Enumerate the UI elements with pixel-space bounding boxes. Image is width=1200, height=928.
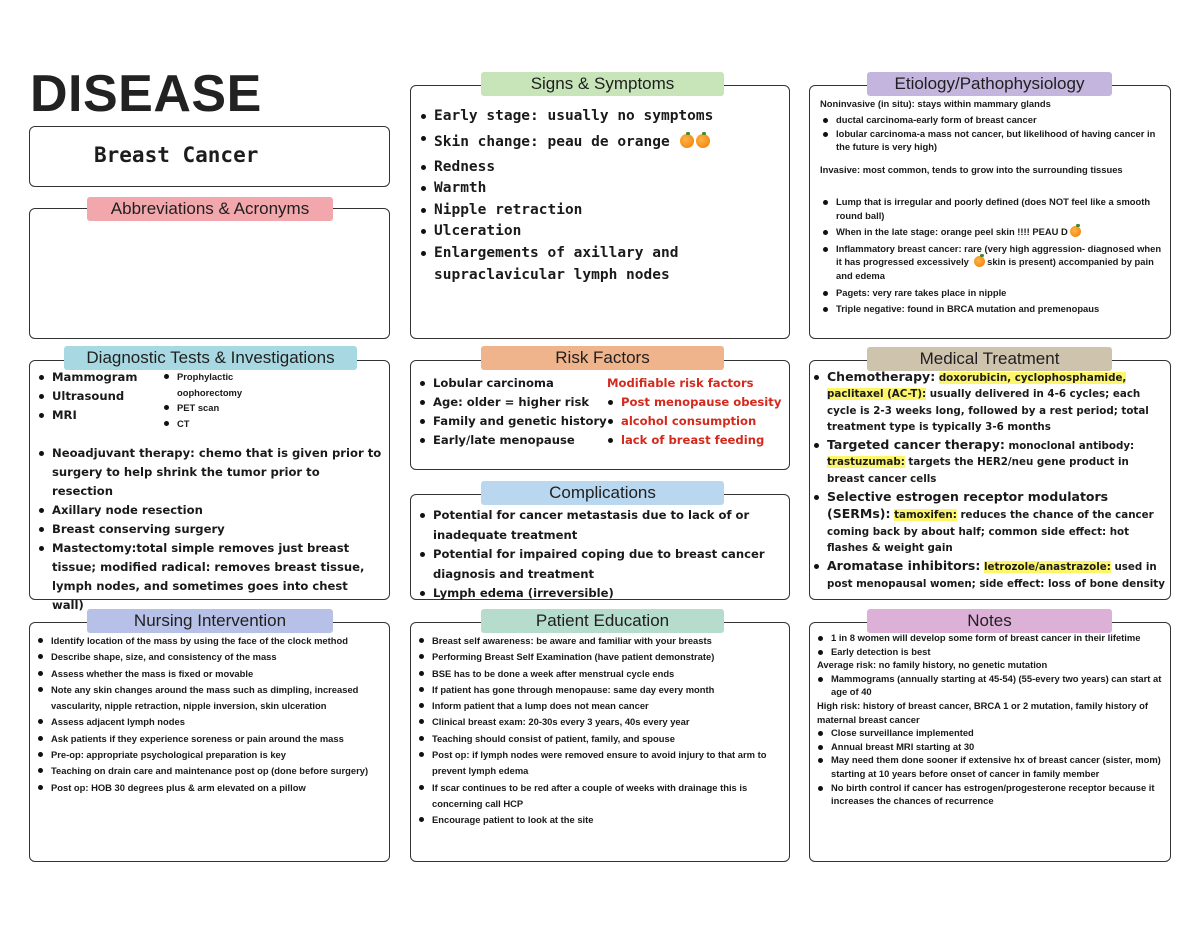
list-item: No birth control if cancer has estrogen/progesterone receptor because it increases the chances of recurrence [817,781,1167,808]
list-item: Skin change: peau de orange [420,128,782,157]
list-item: Post op: if lymph nodes were removed ensure to avoid injury to that arm to prevent lymph edema [418,747,783,780]
list-item: lack of breast feeding [607,431,787,450]
orange-icon [696,134,710,148]
list-item: Age: older = higher risk [419,393,609,412]
list-item: Identify location of the mass by using the face of the clock method [37,633,383,649]
list-item: Ulceration [420,221,782,243]
list-item: May need them done sooner if extensive hx of breast cancer (sister, mom) starting at 10 years before onset of cancer in family member [817,753,1167,780]
orange-icon [680,134,694,148]
notes-content [817,631,1167,808]
list-item: Ask patients if they experience soreness or pain around the mass [37,731,383,747]
list-item: Encourage patient to look at the site [418,812,783,828]
page-title: DISEASE [30,65,262,123]
list-item: lobular carcinoma-a mass not cancer, but likelihood of having cancer in the future is very high) [822,127,1162,154]
nursing-label: Nursing Intervention [87,609,333,633]
list-item: Describe shape, size, and consistency of the mass [37,649,383,665]
list-item: Enlargements of axillary and supraclavicular lymph nodes [420,243,782,286]
list-item: Assess whether the mass is fixed or movable [37,666,383,682]
notes-high-risk: High risk: history of breast cancer, BRCA 1 or 2 mutation, family history of maternal breast cancer [817,699,1148,725]
list-item: Pre-op: appropriate psychological preparation is key [37,747,383,763]
list-item: Triple negative: found in BRCA mutation and premenopaus [822,302,1162,316]
list-item: Breast self awareness: be aware and familiar with your breasts [418,633,783,649]
list-item: Lump that is irregular and poorly defined (does NOT feel like a smooth round ball) [822,195,1162,222]
list-item: PET scan [163,400,283,416]
list-item: Early detection is best [817,645,1167,659]
nursing-list [37,633,383,796]
etiology-noninvasive-heading: Noninvasive (in situ): stays within mammary glands [820,98,1051,109]
list-item: Mastectomy:total simple removes just breast tissue; modified radical: removes breast tissue, lymph nodes, and sometimes goes into chest wall) [38,539,383,615]
list-item: Post menopause obesity [607,393,787,412]
list-item: Teaching should consist of patient, family, and spouse [418,731,783,747]
etiology-invasive-heading: Invasive: most common, tends to grow into the surrounding tissues [820,164,1123,175]
list-item: Neoadjuvant therapy: chemo that is given prior to surgery to help shrink the tumor prior to resection [38,444,383,501]
list-item: Mammogram [38,368,158,387]
notes-list-1 [817,631,1167,658]
list-item: Clinical breast exam: 20-30s every 3 years, 40s every year [418,714,783,730]
diagnostic-tests-right [163,369,283,431]
complications-label: Complications [481,481,724,505]
list-item: alcohol consumption [607,412,787,431]
list-item: Mammograms (annually starting at 45-54) (55-every two years) can start at age of 40 [817,672,1167,699]
etiology-label: Etiology/Pathophysiology [867,72,1112,96]
notes-label: Notes [867,609,1112,633]
etiology-noninvasive-list [822,113,1162,154]
list-item: When in the late stage: orange peel skin !!!! PEAU D [822,225,1162,239]
notes-list-2 [817,672,1167,699]
medical-list [813,369,1165,592]
list-item: Early stage: usually no symptoms [420,106,782,128]
list-item: Redness [420,157,782,179]
list-item: CT [163,416,283,432]
list-item: If patient has gone through menopause: same day every month [418,682,783,698]
education-label: Patient Education [481,609,724,633]
risk-label: Risk Factors [481,346,724,370]
education-list [418,633,783,829]
list-item: Warmth [420,178,782,200]
abbreviations-card [29,208,390,339]
etiology-invasive-list [822,195,1162,316]
modifiable-risk-list [607,393,787,450]
notes-average-risk: Average risk: no family history, no genetic mutation [817,659,1048,671]
list-item: Lymph edema (irreversible) [419,584,781,604]
list-item: Annual breast MRI starting at 30 [817,740,1167,754]
notes-list-3 [817,726,1167,808]
list-item: Nipple retraction [420,200,782,222]
list-item: MRI [38,406,158,425]
orange-icon [1070,226,1081,237]
list-item: Selective estrogen receptor modulators (SERMs): tamoxifen: reduces the chance of the cancer coming back by about half; common side effect: hot flashes & weight gain [813,489,1165,556]
signs-list [420,106,782,286]
modifiable-risk-heading: Modifiable risk factors [607,376,754,390]
list-item: Targeted cancer therapy: monoclonal antibody: trastuzumab: targets the HER2/neu gene product in breast cancer cells [813,437,1165,487]
list-item: Post op: HOB 30 degrees plus & arm elevated on a pillow [37,780,383,796]
list-item: Axillary node resection [38,501,383,520]
list-item: Note any skin changes around the mass such as dimpling, increased vascularity, nipple retraction, nipple inversion, skin ulceration [37,682,383,715]
list-item: Potential for cancer metastasis due to lack of or inadequate treatment [419,506,781,545]
list-item: Prophylactic oophorectomy [163,369,283,400]
list-item: Close surveillance implemented [817,726,1167,740]
list-item: Chemotherapy: doxorubicin, cyclophosphamide, paclitaxel (AC-T): usually delivered in 4-6 cycles; each cycle is 2-3 weeks long, followed by a rest period; total treatment type is typically 3-6 months [813,369,1165,435]
list-item: Pagets: very rare takes place in nipple [822,286,1162,300]
list-item: Performing Breast Self Examination (have patient demonstrate) [418,649,783,665]
list-item: If scar continues to be red after a couple of weeks with drainage this is concerning call HCP [418,780,783,813]
list-item: ductal carcinoma-early form of breast cancer [822,113,1162,127]
signs-label: Signs & Symptoms [481,72,724,96]
list-item: Early/late menopause [419,431,609,450]
diagnostic-tests-left [38,368,158,425]
diagnostic-list [38,444,383,615]
list-item: Inflammatory breast cancer: rare (very high aggression- diagnosed when it has progressed excessively skin is present) accompanied by pain and edema [822,242,1162,283]
medical-label: Medical Treatment [867,347,1112,371]
disease-name: Breast Cancer [94,143,259,167]
abbreviations-label: Abbreviations & Acronyms [87,197,333,221]
diagnostic-label: Diagnostic Tests & Investigations [64,346,357,370]
list-item: Family and genetic history [419,412,609,431]
complications-list [419,506,781,604]
list-item: Breast conserving surgery [38,520,383,539]
list-item: Teaching on drain care and maintenance post op (done before surgery) [37,763,383,779]
list-item: BSE has to be done a week after menstrual cycle ends [418,666,783,682]
list-item: Potential for impaired coping due to breast cancer diagnosis and treatment [419,545,781,584]
list-item: Aromatase inhibitors: letrozole/anastrazole: used in post menopausal women; side effect: loss of bone density [813,558,1165,592]
list-item: Lobular carcinoma [419,374,609,393]
list-item: Ultrasound [38,387,158,406]
list-item: Inform patient that a lump does not mean cancer [418,698,783,714]
list-item: 1 in 8 women will develop some form of breast cancer in their lifetime [817,631,1167,645]
list-item: Assess adjacent lymph nodes [37,714,383,730]
risk-list [419,374,609,450]
orange-icon [974,256,985,267]
